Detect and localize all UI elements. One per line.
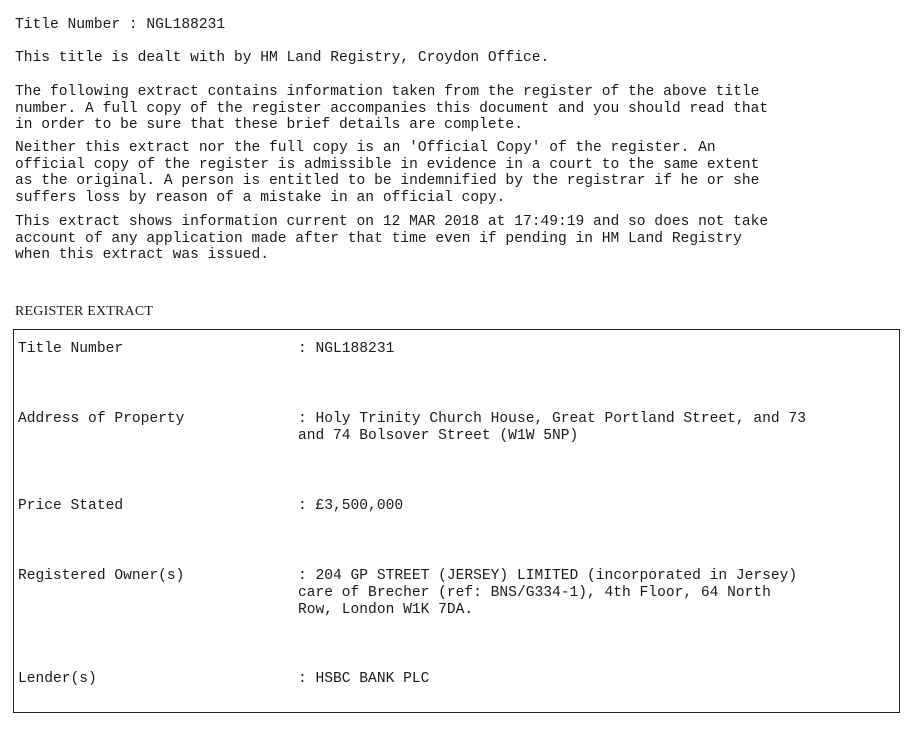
title-number-value: : NGL188231	[298, 341, 395, 357]
address-of-property-value: : Holy Trinity Church House, Great Portland Street, and 73 and 74 Bolsover Street (W1W 5NP)	[298, 411, 806, 444]
intro-paragraph-official-copy: Neither this extract nor the full copy is an 'Official Copy' of the register. An official copy of the register is admissible in evidence in a court to the same extent as the original. A person is entitled to be indemnified by the registrar if he or she suffers loss by reason of a mistake in an official copy.	[15, 140, 760, 206]
price-stated-value: : £3,500,000	[298, 498, 404, 514]
registered-owner-value: : 204 GP STREET (JERSEY) LIMITED (incorporated in Jersey) care of Brecher (ref: BNS/G334-1), 4th Floor, 64 North Row, London W1K 7DA.	[298, 568, 798, 618]
register-extract-heading: REGISTER EXTRACT	[15, 304, 154, 319]
intro-paragraph-currency: This extract shows information current on 12 MAR 2018 at 17:49:19 and so does not take account of any application made after that time even if pending in HM Land Registry when this extract was issued.	[15, 214, 769, 264]
address-of-property-label: Address of Property	[18, 411, 185, 427]
price-stated-label: Price Stated	[18, 498, 124, 514]
title-number-line: Title Number : NGL188231	[15, 17, 226, 33]
office-line: This title is dealt with by HM Land Registry, Croydon Office.	[15, 50, 550, 66]
registered-owner-label: Registered Owner(s)	[18, 568, 185, 584]
register-extract-table	[13, 329, 900, 713]
title-number-label: Title Number	[18, 341, 124, 357]
lender-label: Lender(s)	[18, 671, 97, 687]
lender-value: : HSBC BANK PLC	[298, 671, 430, 687]
intro-paragraph-full-copy: The following extract contains information taken from the register of the above title number. A full copy of the register accompanies this document and you should read that in order to be sure that these brief details are complete.	[15, 84, 769, 134]
